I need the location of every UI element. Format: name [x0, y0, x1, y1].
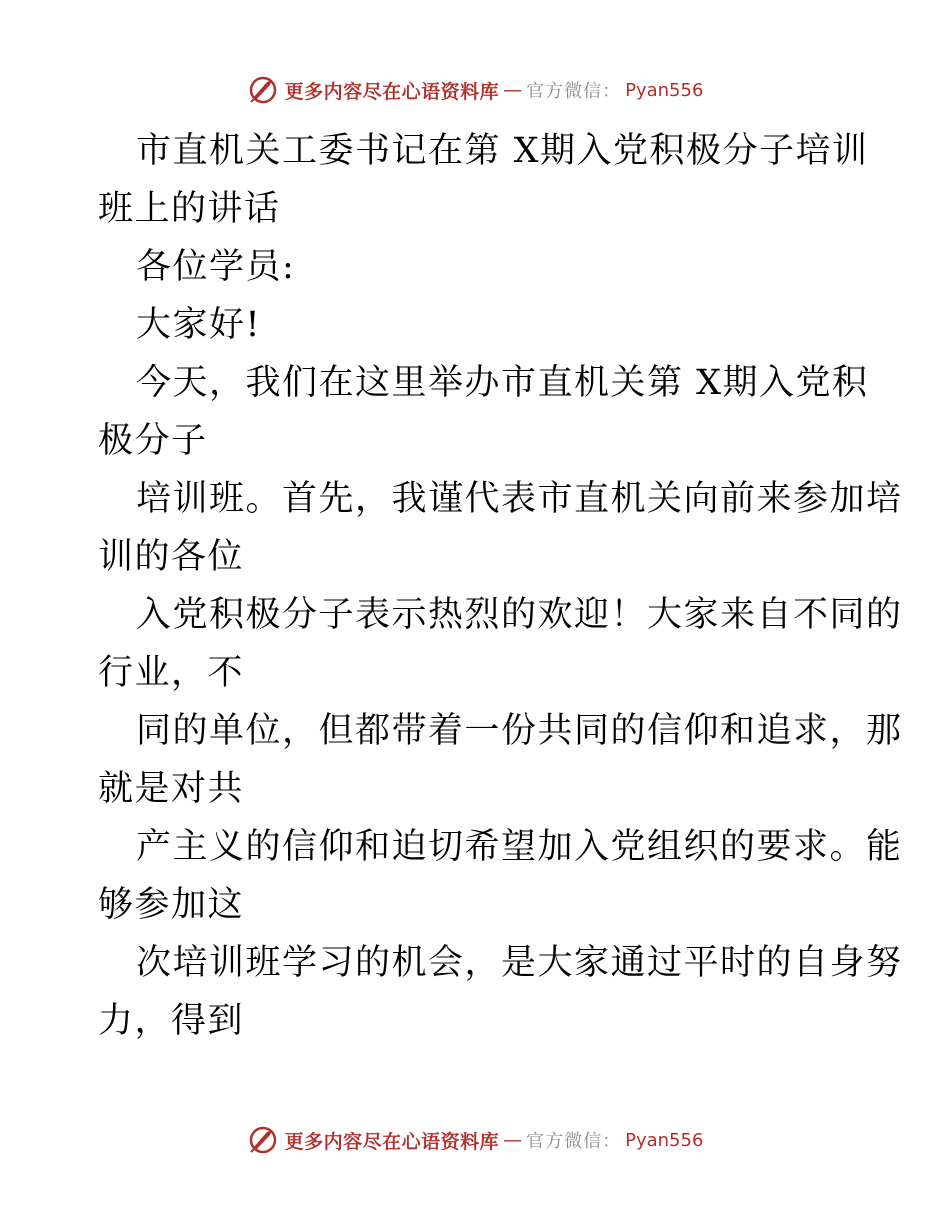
- banner-text: 更多内容尽在心语资料库: [284, 80, 500, 103]
- banner-wechat-label: 官方微信：: [526, 1131, 622, 1152]
- banner-wechat-label: 官方微信：: [526, 81, 622, 102]
- text-line: 行业，不: [98, 653, 245, 693]
- document-body: [98, 122, 903, 1050]
- text-line: 市直机关工委书记在第 X期入党积极分子培训: [136, 131, 869, 171]
- text-line: 产主义的信仰和迫切希望加入党组织的要求。能: [136, 827, 903, 867]
- banner-wechat-id: Pyan556: [625, 79, 704, 101]
- header-banner: [0, 70, 950, 110]
- banner-separator: —: [503, 1129, 523, 1151]
- text-line: 就是对共: [98, 769, 245, 809]
- banner-text: 更多内容尽在心语资料库: [284, 1130, 500, 1153]
- footer-banner: [0, 1120, 950, 1160]
- text-line: 各位学员:: [136, 247, 296, 287]
- text-line: 今天，我们在这里举办市直机关第 X期入党积: [136, 363, 869, 403]
- text-line: 训的各位: [98, 537, 245, 577]
- quill-logo-icon: [247, 1124, 279, 1156]
- banner-wechat-id: Pyan556: [625, 1129, 704, 1151]
- text-line: 力，得到: [98, 1001, 245, 1041]
- banner-separator: —: [503, 79, 523, 101]
- text-line: 班上的讲话: [98, 189, 281, 229]
- text-line: 次培训班学习的机会，是大家通过平时的自身努: [136, 943, 903, 983]
- text-line: 大家好!: [136, 305, 262, 345]
- text-line: 培训班。首先，我谨代表市直机关向前来参加培: [136, 479, 903, 519]
- text-line: 够参加这: [98, 885, 245, 925]
- text-line: 同的单位，但都带着一份共同的信仰和追求，那: [136, 711, 903, 751]
- text-line: 极分子: [98, 421, 208, 461]
- quill-logo-icon: [247, 74, 279, 106]
- text-line: 入党积极分子表示热烈的欢迎！大家来自不同的: [136, 595, 903, 635]
